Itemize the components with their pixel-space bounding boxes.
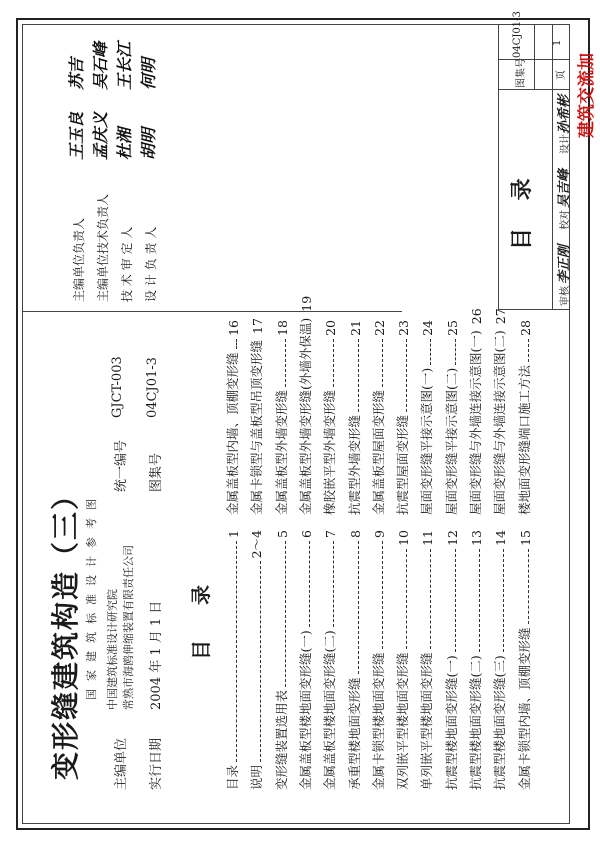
signature-b: 吴石峰 bbox=[91, 41, 110, 90]
leader-dots bbox=[406, 549, 407, 650]
contents-entry-label: 金属盖板型外墙变形缝(外墙外保温) bbox=[297, 317, 313, 515]
contents-entry-label: 屋面变形缝平接示意图(二) bbox=[443, 367, 459, 515]
contents-entry-page: 23 bbox=[396, 320, 412, 336]
contents-entry-page: 24 bbox=[420, 320, 436, 336]
contents-entry bbox=[298, 530, 314, 790]
editor-label: 主编单位 bbox=[114, 737, 129, 790]
design-label: 设计 bbox=[560, 134, 571, 154]
contents-entry bbox=[395, 320, 411, 515]
contents-entry-page: 8 bbox=[347, 530, 363, 538]
contents-entry bbox=[419, 320, 435, 515]
titleblock-page-value: 1 bbox=[552, 39, 563, 46]
contents-entry-label: 屋面变形缝与外墙连接示意图(一) bbox=[468, 330, 483, 515]
titleblock-drawing-title: 目 录 bbox=[509, 168, 535, 250]
panel-divider bbox=[22, 311, 402, 312]
contents-entry-label: 金属盖板型楼地面变形缝(一) bbox=[297, 630, 313, 790]
contents-entry-page: 22 bbox=[371, 320, 387, 336]
signature-b: 王长江 bbox=[115, 41, 134, 90]
editor-org: 中国建筑标准设计研究院 bbox=[106, 589, 119, 710]
contents-entry-page: 9 bbox=[371, 530, 387, 538]
contents-entry-page: 5 bbox=[274, 530, 290, 538]
contents-entry-page: 10 bbox=[396, 530, 412, 546]
leader-dots bbox=[479, 549, 480, 652]
leader-dots bbox=[333, 541, 334, 627]
staff-role: 技 术 审 定 人 bbox=[120, 226, 134, 302]
contents-entry-label: 金属卡锁型楼地面变形缝 bbox=[370, 652, 386, 790]
leader-dots bbox=[455, 339, 456, 365]
contents-entry-label: 说明 bbox=[249, 764, 265, 790]
leader-dots bbox=[528, 339, 529, 362]
contents-entry-page: 19 bbox=[298, 295, 314, 312]
contents-entry-label: 屋面变形缝与外墙连接示意图(二) bbox=[492, 330, 508, 515]
contents-entry-page: 16 bbox=[226, 320, 241, 336]
contents-entry bbox=[274, 320, 290, 515]
contents-entry-page: 15 bbox=[517, 530, 533, 546]
contents-entry bbox=[225, 530, 241, 790]
contents-entry bbox=[371, 530, 387, 790]
signature-a: 胡明 bbox=[139, 127, 158, 160]
leader-dots bbox=[382, 339, 383, 387]
contents-entry bbox=[371, 320, 387, 515]
contents-entry-label: 抗震型楼地面变形缝(一) bbox=[443, 655, 459, 790]
leader-dots bbox=[382, 541, 383, 650]
titleblock-atlas-label: 图集号 bbox=[516, 58, 527, 88]
contents-entry-label: 变形缝装置选用表 bbox=[273, 689, 289, 790]
contents-entry-label: 金属卡锁型与盖板型吊顶变形缝 bbox=[249, 339, 265, 515]
contents-entry bbox=[468, 308, 484, 515]
leader-dots bbox=[503, 549, 504, 652]
staff-role: 主编单位技术负责人 bbox=[96, 193, 110, 302]
check-label: 校对 bbox=[560, 210, 571, 230]
contents-entry bbox=[468, 530, 484, 790]
contents-entry-label: 抗震型外墙变形缝 bbox=[346, 414, 362, 515]
contents-entry-page: 2～4 bbox=[249, 530, 265, 559]
contents-entry-page: 6 bbox=[298, 530, 314, 538]
number-label: 统一编号 bbox=[114, 439, 129, 492]
contents-entry-page: 7 bbox=[323, 530, 339, 538]
leader-dots bbox=[236, 541, 237, 762]
contents-entry-page: 27 bbox=[493, 308, 509, 325]
signature-a: 杜湘 bbox=[115, 127, 134, 160]
titleblock-cell-line bbox=[534, 24, 535, 90]
signature-a: 王玉良 bbox=[67, 111, 86, 160]
effective-date: 2004 年 1 月 1 日 bbox=[149, 600, 164, 710]
design-name: 孙希彬 bbox=[557, 94, 572, 134]
contents-entry-label: 抗震型楼地面变形缝(三) bbox=[492, 655, 508, 790]
contents-entry-page: 12 bbox=[444, 530, 460, 546]
contents-entry bbox=[225, 320, 241, 515]
contents-entry-label: 单列嵌平型楼地面变形缝 bbox=[419, 652, 435, 790]
contents-entry-page: 13 bbox=[469, 530, 484, 546]
document-subtitle: 国家建筑标准设计参考图 bbox=[85, 491, 98, 700]
contents-entry bbox=[249, 530, 265, 790]
contents-entry-page: 18 bbox=[274, 320, 290, 336]
leader-dots bbox=[309, 541, 310, 627]
leader-dots bbox=[430, 339, 431, 365]
document-title: 变形缝建筑构造（三） bbox=[49, 479, 82, 780]
leader-dots bbox=[285, 541, 286, 687]
check-name: 吴吉峰 bbox=[557, 168, 572, 208]
contents-entry bbox=[322, 320, 338, 515]
contents-entry-label: 楼地面变形缝端口施工方法 bbox=[516, 364, 532, 515]
leader-dots bbox=[455, 549, 456, 652]
contents-entry-label: 抗震型楼地面变形缝(二) bbox=[468, 655, 483, 790]
contents-entry-label: 橡胶嵌平型外墙变形缝 bbox=[322, 389, 338, 515]
review-label: 审核 bbox=[560, 286, 571, 306]
contents-entry-label: 金属卡锁型内墙、顶棚变形缝 bbox=[516, 627, 532, 790]
signature-a: 孟庆义 bbox=[91, 111, 110, 160]
contents-entry bbox=[492, 530, 508, 790]
staff-role: 设 计 负 责 人 bbox=[144, 226, 158, 302]
contents-entry bbox=[492, 308, 509, 515]
review-name: 李正刚 bbox=[557, 244, 572, 284]
leader-dots bbox=[333, 339, 334, 387]
leader-dots bbox=[430, 549, 431, 650]
contents-entry-page: 17 bbox=[250, 318, 266, 334]
contents-entry bbox=[274, 530, 290, 790]
leader-dots bbox=[358, 541, 359, 675]
contents-entry-label: 金属盖板型楼地面变形缝(二) bbox=[322, 630, 338, 790]
titleblock-top-line bbox=[498, 24, 499, 310]
contents-entry bbox=[444, 530, 460, 790]
watermark-stamp: 建筑交流加 bbox=[577, 53, 597, 138]
contents-entry-page: 26 bbox=[469, 308, 484, 325]
leader-dots bbox=[236, 339, 237, 350]
contents-entry bbox=[395, 530, 411, 790]
contents-entry-label: 屋面变形缝平接示意图(一) bbox=[419, 367, 435, 515]
effective-label: 实行日期 bbox=[149, 737, 164, 790]
contents-entry bbox=[444, 320, 460, 515]
contents-entry bbox=[347, 530, 363, 790]
titleblock-left-line bbox=[498, 309, 570, 310]
signature-b: 苏吉 bbox=[67, 57, 86, 90]
contents-entry-page: 14 bbox=[493, 530, 509, 546]
signature-b: 何明 bbox=[139, 57, 158, 90]
number-value: GJCT-003 bbox=[110, 356, 125, 418]
contents-entry-page: 20 bbox=[323, 320, 339, 336]
contents-entry bbox=[297, 295, 314, 515]
editor-co: 常熟市海鸥伸缩装置有限责任公司 bbox=[122, 545, 135, 710]
contents-entry-label: 金属盖板型外墙变形缝 bbox=[273, 389, 289, 515]
contents-entry bbox=[517, 530, 533, 790]
leader-dots bbox=[528, 549, 529, 625]
contents-entry bbox=[347, 320, 363, 515]
leader-dots bbox=[358, 339, 359, 412]
contents-entry-label: 承重型楼地面变形缝 bbox=[346, 677, 362, 790]
titleblock-page-label: 页 bbox=[556, 70, 567, 80]
contents-entry-page: 28 bbox=[517, 320, 533, 336]
contents-entry bbox=[517, 320, 533, 515]
contents-heading: 目 录 bbox=[189, 571, 213, 660]
contents-entry-label: 双列嵌平型楼地面变形缝 bbox=[395, 652, 411, 790]
leader-dots bbox=[260, 561, 261, 762]
contents-entry-page: 25 bbox=[444, 320, 460, 336]
contents-entry-label: 金属盖板型屋面变形缝 bbox=[370, 389, 386, 515]
leader-dots bbox=[406, 339, 407, 412]
leader-dots bbox=[285, 339, 286, 387]
contents-entry-label: 抗震型屋面变形缝 bbox=[395, 414, 411, 515]
contents-entry bbox=[249, 320, 265, 515]
contents-entry-page: 11 bbox=[420, 530, 436, 546]
contents-entry-label: 金属盖板型内墙、顶棚变形缝 bbox=[225, 352, 240, 515]
atlas-value: 04CJ01-3 bbox=[145, 357, 160, 418]
atlas-label: 图集号 bbox=[149, 452, 164, 492]
staff-role: 主编单位负责人 bbox=[72, 217, 86, 302]
contents-entry-label: 目录 bbox=[225, 764, 240, 790]
titleblock-atlas-value: 04CJ01-3 bbox=[512, 11, 523, 58]
contents-entry-page: 21 bbox=[347, 320, 363, 336]
contents-entry-page: 1 bbox=[226, 530, 241, 538]
contents-entry bbox=[419, 530, 435, 790]
contents-entry bbox=[322, 530, 338, 790]
